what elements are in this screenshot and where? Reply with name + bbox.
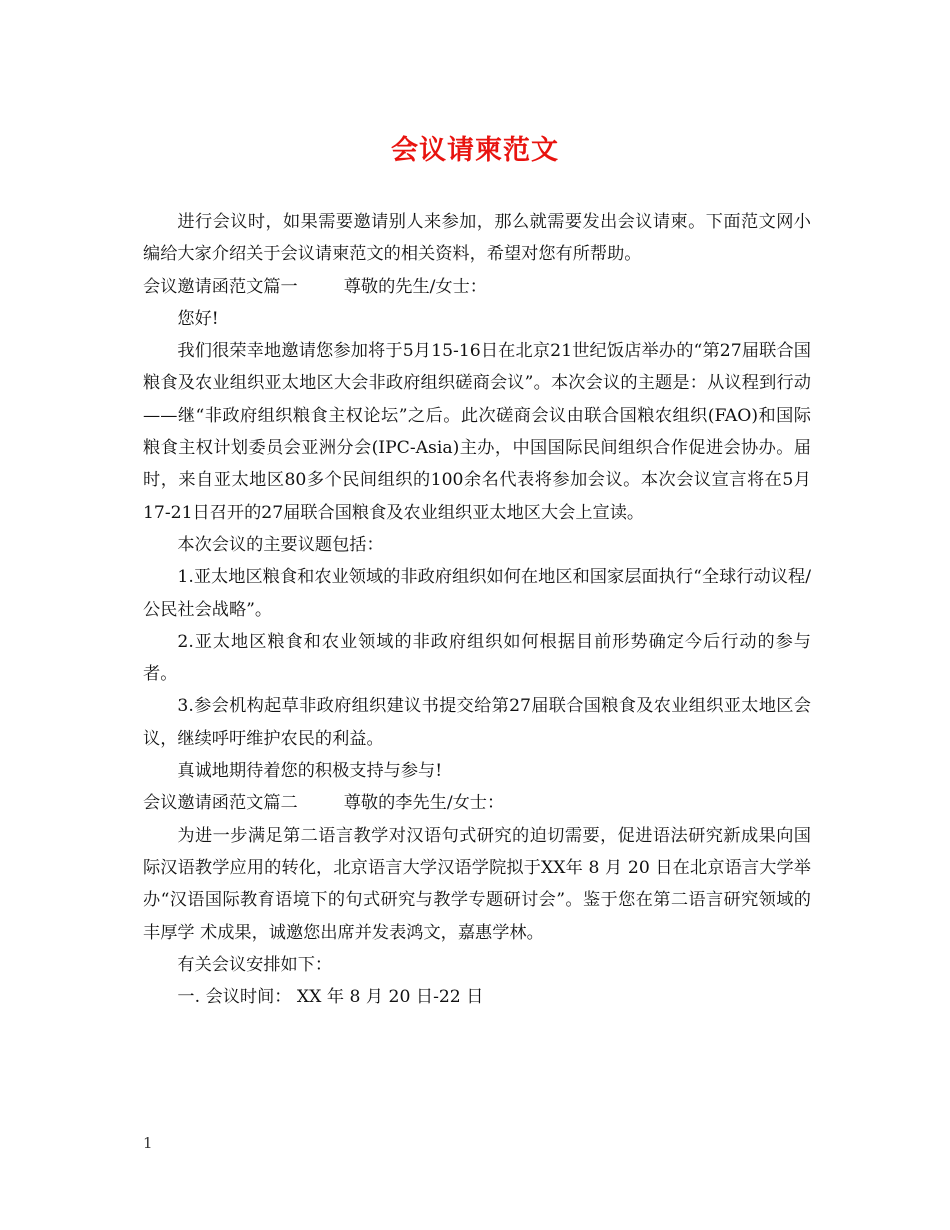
section-two-salutation: 尊敬的李先生/女士：	[343, 793, 505, 814]
section-one-heading-line	[143, 271, 811, 303]
topic-item-2: 2.亚太地区粮食和农业领域的非政府组织如何根据目前形势确定今后行动的参与者。	[143, 631, 811, 685]
topic-item-3: 3.参会机构起草非政府组织建议书提交给第27届联合国粮食及农业组织亚太地区会议，继续呼吁维护农民的利益。	[143, 696, 811, 749]
section-one-salutation: 尊敬的先生/女士：	[343, 276, 487, 297]
document-body	[143, 206, 811, 1013]
intro-paragraph: 进行会议时，如果需要邀请别人来参加，那么就需要发出会议请柬。下面范文网小编给大家介绍关于会议请柬范文的相关资料，希望对您有所帮助。	[143, 212, 811, 265]
seminar-paragraph: 为进一步满足第二语言教学对汉语句式研究的迫切需要，促进语法研究新成果向国际汉语教学应用的转化，北京语言大学汉语学院拟于XX年 8 月 20 日在北京语言大学举办“汉语国际教育语境下的句式研究与教学专题研讨会”。鉴于您在第二语言研究领域的丰厚学 术成果，诚邀您出席并发表鸿文，嘉惠学林。	[143, 825, 811, 943]
page-number: 1	[143, 1134, 153, 1152]
section-two-heading-line	[143, 787, 811, 819]
topics-intro: 本次会议的主要议题包括：	[177, 534, 384, 555]
closing-line: 真诚地期待着您的积极支持与参与!	[177, 761, 443, 782]
topic-item-1: 1.亚太地区粮食和农业领域的非政府组织如何在地区和国家层面执行“全球行动议程/公民社会战略”。	[143, 567, 811, 620]
arrangement-item-1: 一. 会议时间： XX 年 8 月 20 日-22 日	[177, 987, 484, 1008]
arrangements-intro: 有关会议安排如下：	[177, 954, 333, 975]
section-one-heading: 会议邀请函范文篇一	[143, 276, 298, 297]
document-title: 会议请柬范文	[391, 135, 559, 166]
section-two-heading: 会议邀请函范文篇二	[143, 793, 298, 814]
greeting: 您好!	[177, 308, 219, 329]
invitation-paragraph: 我们很荣幸地邀请您参加将于5月15-16日在北京21世纪饭店举办的“第27届联合国粮食及农业组织亚太地区大会非政府组织磋商会议”。本次会议的主题是：从议程到行动——继“非政府组织粮食主权论坛”之后。此次磋商会议由联合国粮农组织(FAO)和国际粮食主权计划委员会亚洲分会(IPC-Asia)主办，中国国际民间组织合作促进会协办。届时，来自亚太地区80多个民间组织的100余名代表将参加会议。本次会议宣言将在5月17-21日召开的27届联合国粮食及农业组织亚太地区大会上宣读。	[143, 341, 811, 523]
